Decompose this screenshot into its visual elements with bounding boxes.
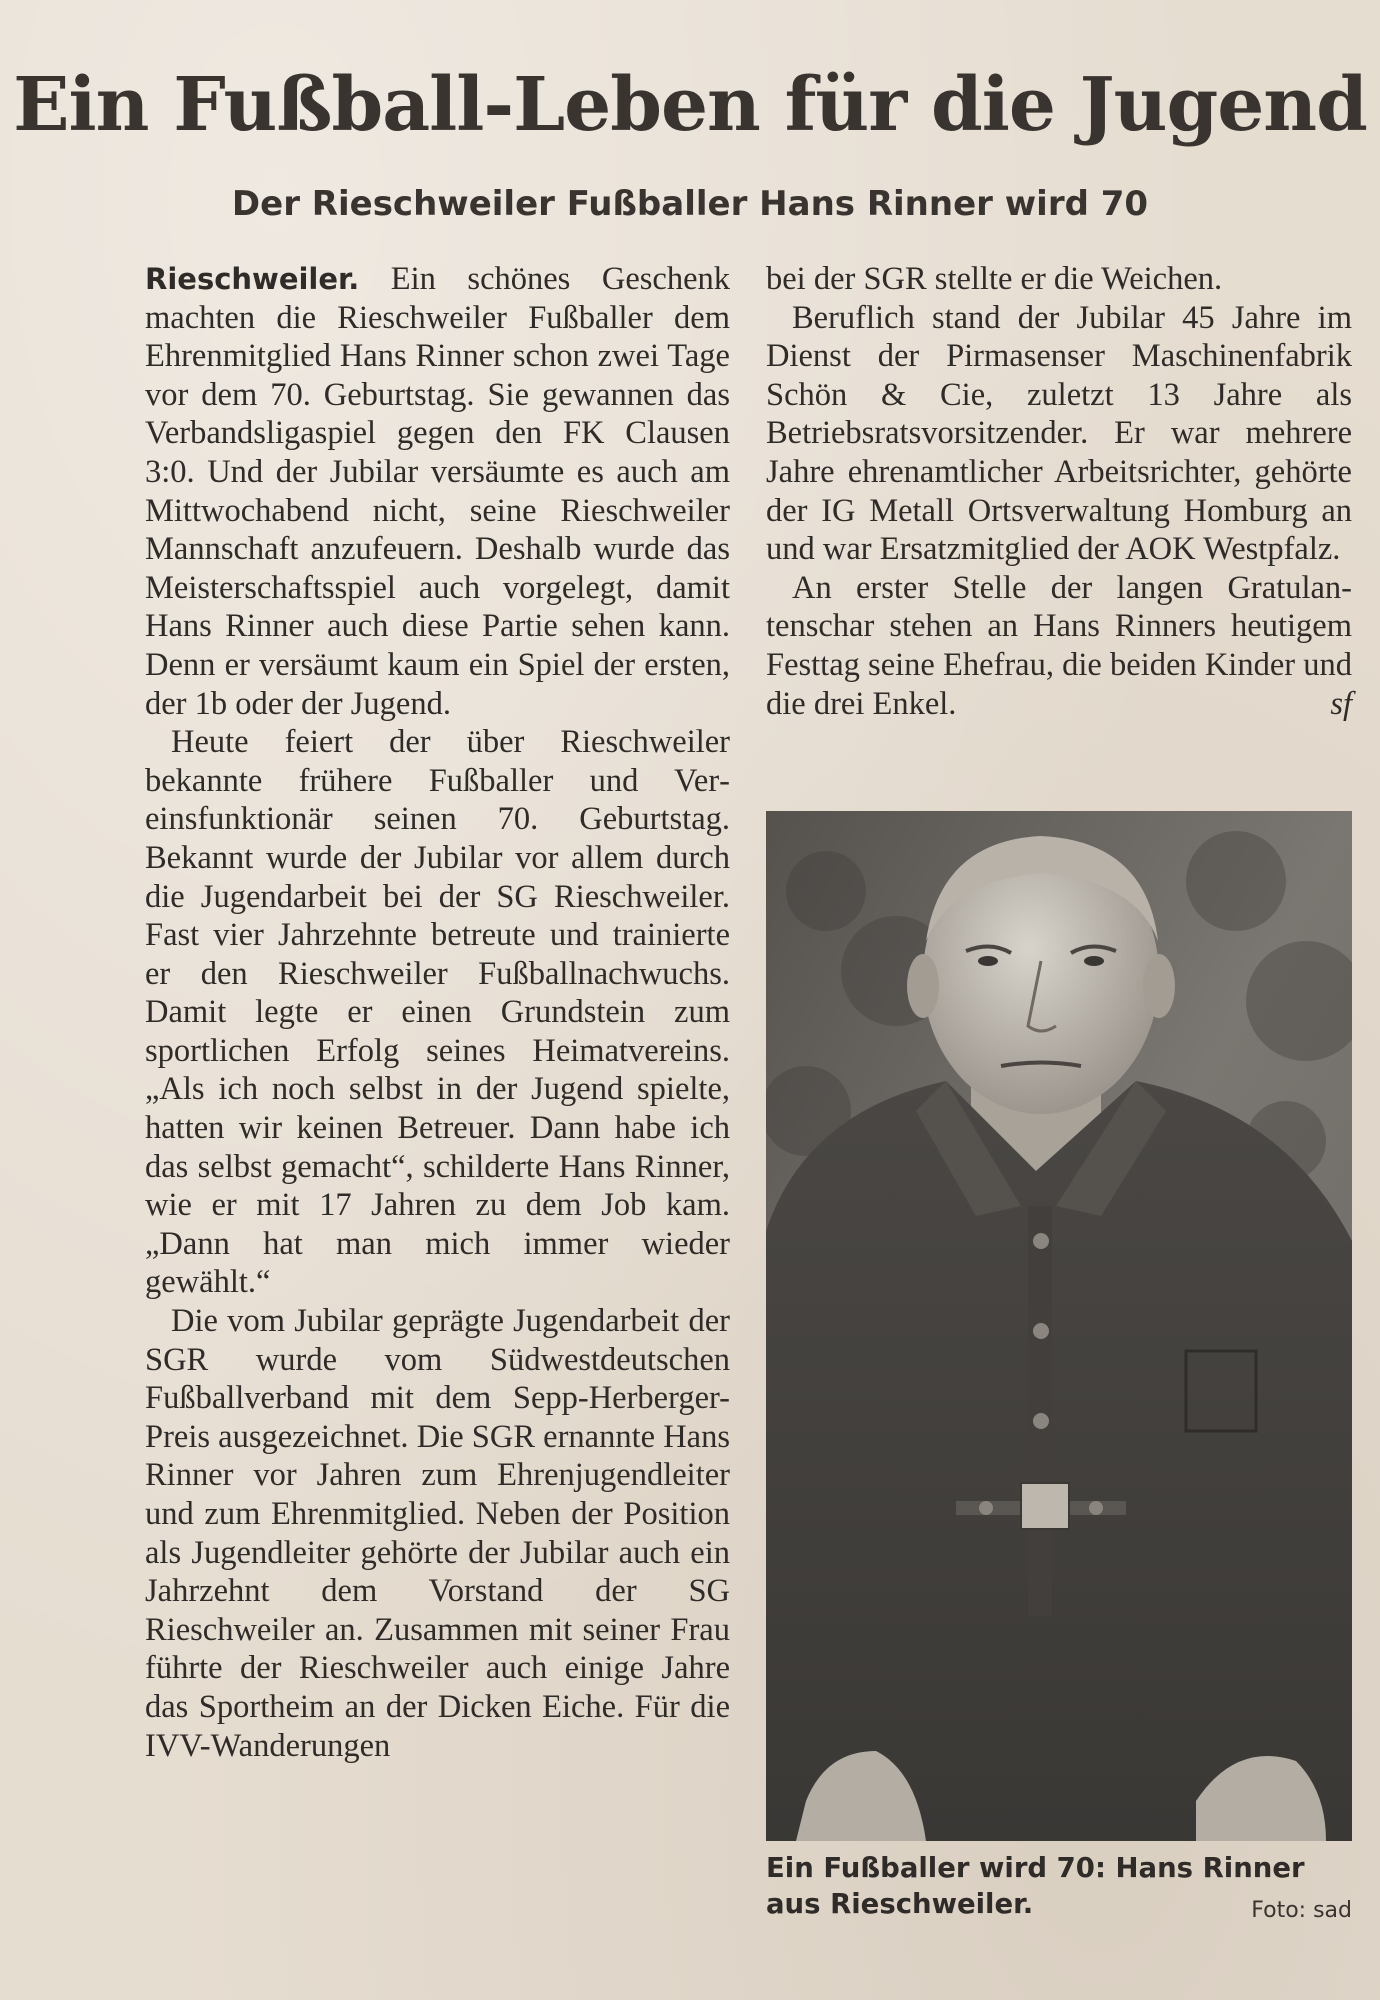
paragraph: Die vom Jubilar geprägte Jugendarbeit der SGR wurde vom Südwestdeutschen Fußballverband mit dem Sepp-Herberger-Preis ausgezeichnet. Die SGR ernannte Hans Rinner vor Jahren zum Ehrenjugendleiter und zum Ehrenmitglied. Neben der Position als Jugendleiter gehörte der Jubilar auch ein Jahrzehnt dem Vorstand der SG Rieschweiler an. Zusammen mit seiner Frau führte der Rieschweiler auch einige Jahre das Sportheim an der Dicken Eiche. Für die IVV-Wanderungen [145,1303,730,1764]
portrait-photo [766,811,1352,1841]
author-signature: sf [1330,685,1352,722]
article-column-left [145,260,730,1765]
paragraph: Heute feiert der über Rieschweiler bekannte frühere Fußballer und Vereinsfunktionär seinen 70. Geburtstag. Bekannt wurde der Jubilar vor allem durch die Jugendarbeit bei der SG Rieschweiler. Fast vier Jahrzehnte betreute und trainierte er den Rieschweiler Fußballnachwuchs. Damit legte er einen Grundstein zum sportlichen Erfolg seines Heimatvereins. „Als ich noch selbst in der Jugend spielte, hatten wir keinen Betreuer. Dann habe ich das selbst gemacht“, schilderte Hans Rinner, wie er mit 17 Jahren zu dem Job kam. „Dann hat man mich immer wieder gewählt.“ [145,724,730,1301]
subheadline: Der Rieschweiler Fußballer Hans Rinner wird 70 [231,184,1149,224]
photo-caption: Ein Fußballer wird 70: Hans Rinner aus Rieschweiler. [766,1852,1305,1920]
paragraph-text: Ein schönes Geschenk machten die Rieschweiler Fußballer dem Ehrenmitglied Hans Rinner schon zwei Tage vor dem 70. Geburtstag. Sie gewannen das Verbandsligaspiel gegen den FK Clausen 3:0. Und der Jubilar versäumte es auch am Mittwochabend nicht, seine Rieschweiler Mannschaft anzufeuern. Deshalb wurde das Meisterschaftsspiel auch vorgelegt, damit Hans Rinner auch diese Partie sehen kann. Denn er versäumt kaum ein Spiel der ersten, der 1b oder der Jugend. [145,261,730,722]
paragraph [145,260,730,723]
headline: Ein Fußball-Leben für die Jugend [13,62,1367,148]
paragraph [766,569,1352,723]
paragraph: bei der SGR stellte er die Weichen. [766,261,1223,297]
dateline: Rieschweiler. [145,262,360,296]
portrait-illustration [766,811,1352,1841]
paragraph: Beruflich stand der Jubilar 45 Jahre im Dienst der Pirmasenser Maschinenfabrik Schön & Cie, zuletzt 13 Jahre als Betriebsratsvorsitzender. Er war mehrere Jahre ehrenamtlicher Arbeitsrichter, gehörte der IG Metall Ortsverwaltung Homburg an und war Ersatzmitglied der AOK Westpfalz. [766,299,1352,568]
photo-credit: Foto: sad [1251,1898,1352,1923]
article-column-right [766,260,1352,723]
paragraph-text: An erster Stelle der langen Gratulantenschar stehen an Hans Rinners heutigem Festtag seine Ehefrau, die beiden Kinder und die drei Enkel. [766,569,1352,722]
